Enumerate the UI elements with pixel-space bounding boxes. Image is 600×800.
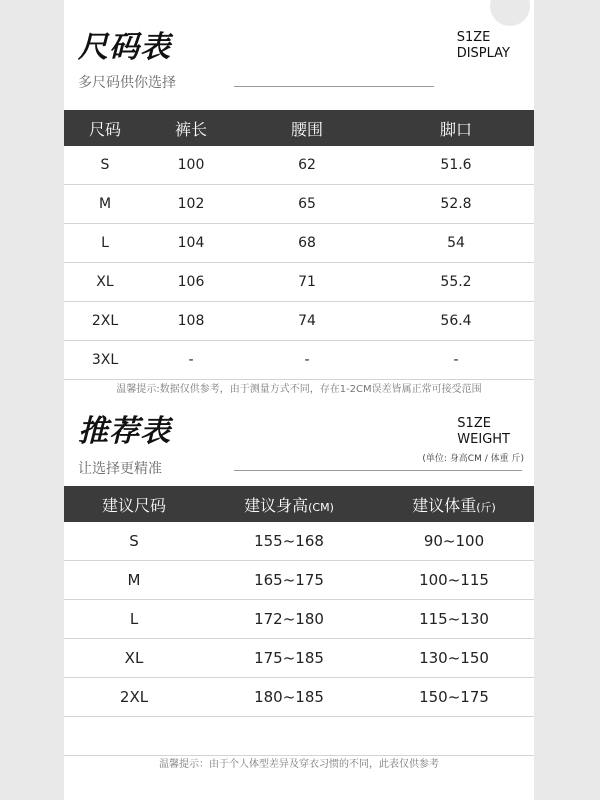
waist-cell: 65: [236, 185, 378, 224]
rec-size-cell: [64, 717, 204, 756]
waist-cell: -: [236, 341, 378, 380]
size-header-hem: 脚口: [439, 119, 472, 139]
size-header-size: 尺码: [88, 119, 121, 139]
recommend-header-height-label: 建议身高: [244, 495, 309, 515]
size-chart-title: 尺码表: [78, 30, 171, 65]
size-chart-note: 温馨提示:数据仅供参考，由于测量方式不同，存在1-2CM误差皆属正常可接受范围: [116, 384, 482, 395]
size-header-waist: 腰围: [290, 119, 323, 139]
table-row: [64, 302, 534, 341]
rec-weight-cell: [374, 717, 534, 756]
rec-height-cell: 165~175: [204, 561, 374, 600]
rec-size-cell: XL: [64, 639, 204, 678]
size-display-label: [457, 30, 510, 62]
recommend-subtitle-rule: [234, 470, 522, 471]
size-cell: 3XL: [64, 341, 146, 380]
hem-cell: 55.2: [378, 263, 534, 302]
size-cell: S: [64, 146, 146, 185]
table-row: [64, 522, 534, 561]
size-table-header: [64, 110, 534, 146]
table-row: [64, 600, 534, 639]
length-cell: 102: [146, 185, 236, 224]
rec-weight-cell: 90~100: [374, 522, 534, 561]
rec-size-cell: 2XL: [64, 678, 204, 717]
recommend-table: [64, 486, 534, 756]
size-display-line2: DISPLAY: [456, 46, 510, 61]
waist-cell: 74: [236, 302, 378, 341]
recommend-header-height: [204, 486, 374, 522]
table-row: [64, 146, 534, 185]
waist-cell: 68: [236, 224, 378, 263]
rec-height-cell: 180~185: [204, 678, 374, 717]
length-cell: 100: [146, 146, 236, 185]
rec-weight-cell: 150~175: [374, 678, 534, 717]
waist-cell: 62: [236, 146, 378, 185]
recommend-header-size: 建议尺码: [101, 495, 166, 515]
length-cell: 106: [146, 263, 236, 302]
hem-cell: 54: [378, 224, 534, 263]
waist-cell: 71: [236, 263, 378, 302]
size-chart-subtitle: 多尺码供你选择: [78, 75, 176, 91]
size-cell: M: [64, 185, 146, 224]
size-weight-line1: S1ZE: [457, 416, 491, 431]
length-cell: -: [146, 341, 236, 380]
length-cell: 108: [146, 302, 236, 341]
rec-height-cell: [204, 717, 374, 756]
unit-note: (单位: 身高CM / 体重 斤): [422, 454, 524, 464]
table-row: [64, 263, 534, 302]
rec-weight-cell: 130~150: [374, 639, 534, 678]
size-cell: 2XL: [64, 302, 146, 341]
rec-height-cell: 172~180: [204, 600, 374, 639]
rec-size-cell: M: [64, 561, 204, 600]
recommend-header-weight-unit: (斤): [476, 500, 496, 514]
size-cell: L: [64, 224, 146, 263]
recommend-table-header: [64, 486, 534, 522]
recommend-note: 温馨提示：由于个人体型差异及穿衣习惯的不同，此表仅供参考: [159, 759, 439, 770]
hem-cell: -: [378, 341, 534, 380]
length-cell: 104: [146, 224, 236, 263]
recommend-header-height-unit: (CM): [308, 500, 334, 514]
table-row: [64, 678, 534, 717]
rec-weight-cell: 100~115: [374, 561, 534, 600]
size-weight-line2: WEIGHT: [457, 432, 510, 447]
recommend-header-weight: [374, 486, 534, 522]
size-display-line1: S1ZE: [456, 30, 491, 45]
recommend-subtitle: 让选择更精准: [78, 461, 162, 477]
rec-height-cell: 175~185: [204, 639, 374, 678]
size-header-length: 裤长: [174, 119, 207, 139]
table-row: [64, 717, 534, 756]
rec-weight-cell: 115~130: [374, 600, 534, 639]
table-row: [64, 561, 534, 600]
hem-cell: 56.4: [378, 302, 534, 341]
size-weight-label: [457, 416, 510, 448]
rec-size-cell: S: [64, 522, 204, 561]
rec-size-cell: L: [64, 600, 204, 639]
size-subtitle-rule: [234, 86, 434, 87]
table-row: [64, 341, 534, 380]
size-table: [64, 110, 534, 380]
recommend-header-weight-label: 建议体重: [412, 495, 477, 515]
size-cell: XL: [64, 263, 146, 302]
table-row: [64, 639, 534, 678]
hem-cell: 52.8: [378, 185, 534, 224]
table-row: [64, 224, 534, 263]
hem-cell: 51.6: [378, 146, 534, 185]
card-notch: [490, 0, 530, 26]
table-row: [64, 185, 534, 224]
recommend-title: 推荐表: [78, 414, 171, 449]
rec-height-cell: 155~168: [204, 522, 374, 561]
size-chart-card: [64, 0, 534, 800]
